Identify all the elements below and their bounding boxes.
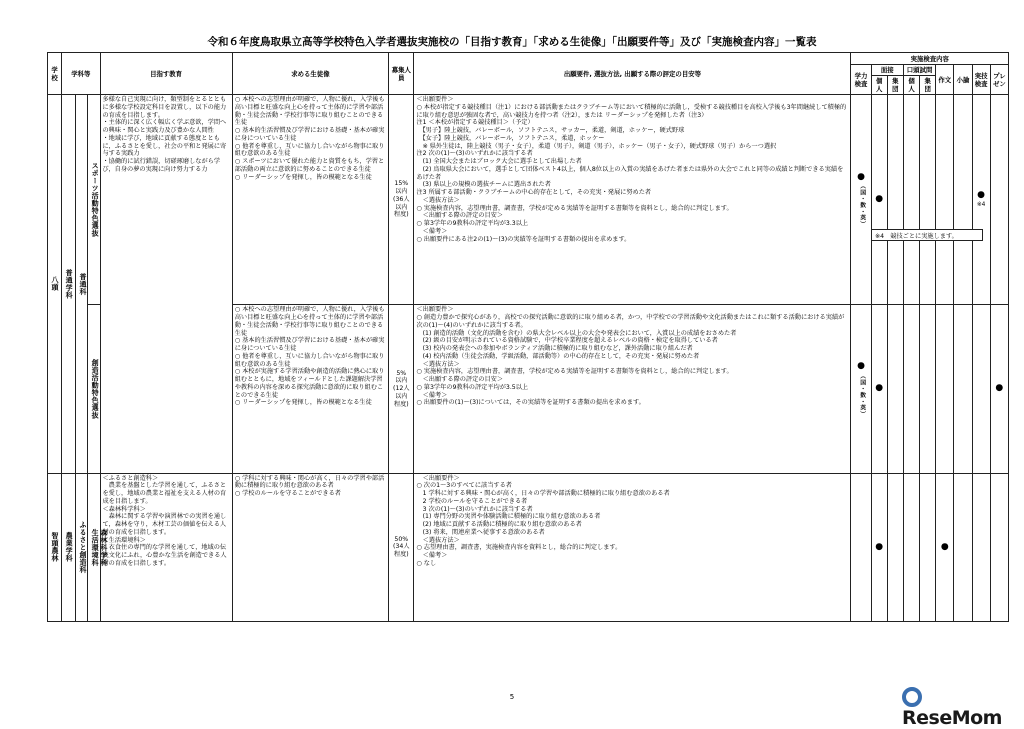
school-name-chizu: 智頭農林	[50, 532, 59, 563]
header-jitsugi: 実技検査	[972, 65, 990, 95]
gakuryoku-subjects-sports: （国・数・英）	[858, 183, 865, 228]
school-name-yazu: 八頭	[50, 276, 59, 292]
header-school: 学校	[48, 53, 62, 95]
student-chizu: ○ 学科に対する興味・関心が高く，日々の学習や部活動に積極的に取り組む意欲のある者 ○ 学校のルールを守ることができる者	[232, 473, 388, 621]
header-mensetsu: 面接	[871, 65, 903, 76]
requirements-yazu-sports: ＜出願要件＞ ○ 本校が指定する競技種目（注1）における部活動またはクラブチーム等において積極的に活動し，受検する競技種目を高校入学後も3年間継続して積極的に取り組む意思が強固な者で，高い競技力を持つ者（注2），または リーダーシップを発揮した者（注3） 注1 ＜本校が指定する競技種目＞（予定） 【男子】陸上競技，バレーボール，ソフトテニス，サッカー，柔道，剣道，ホッケー，硬式野球 【女子】陸上競技，バレーボール，ソフトテニス，柔道，ホッケー ※ 県外生徒は，陸上競技（男子・女子），柔道（男子），剣道（男子），ホッケー（男子・女子），硬式野球（男子）から一つ選択 注2 次の(1)～(3)のいずれかに該当する者 (1) 全国大会またはブロック大会に選手として出場した者 (2) 鳥取県大会において，選手として団体ベスト4以上，個人8位以上の入賞の実績をあげた者または県外の大会でこれと同等の成績と判断できる実績をあげた者 (3) 県以上の規模の選抜チームに選出された者 注3 所属する部活動・クラブチームの中心的存在として，その充実・発展に努めた者 ＜選抜方法＞ ○ 実施検査内容，志望理由書，調査書，学校が定める実績等を証明する書類等を資料とし，総合的に判定します。 ＜出願する際の評定の目安＞ ○ 第3学年の9教科の評定平均が3.3以上 ＜備考＞ ○ 出願要件にある注2の(1)～(3)の実績等を証明する書類の提出を求めます。	[414, 95, 851, 305]
requirements-chizu: ＜出願要件＞ ○ 次の1～3のすべてに該当する者 1 学科に対する興味・関心が高く，日々の学習や部活動に積極的に取り組む意欲のある者 2 学校のルールを守ることができる者 3 次の(1)～(3)のいずれかに該当する者 (1) 専門分野の実習や体験活動に積極的に取り組む意欲のある者 (2) 地域に貢献する活動に積極的に取り組む意欲のある者 (3) 将来，関連産業へ従事する意欲のある者 ＜選抜方法＞ ○ 志望理由書，調査書，実施検査内容を資料とし，総合的に判定します。 ＜備考＞ ○ なし	[414, 473, 851, 621]
dept-yazu: 普通学科	[65, 268, 74, 299]
mark-kojin-creative: ●	[875, 383, 884, 394]
header-kotoushimon: 口頭試問	[903, 65, 935, 76]
selection-creative: 創造活動特色選抜	[91, 359, 100, 420]
education-yazu: 多様な自己実現に向け，類型制をとるとともに多様な学校設定科目を設置し，以下の能力の育成を目指します。 ・主体的に深く広く幅広く学ぶ意欲，学問への興味・関心と実践力及び豊かな人間性 ・地域に学び，地域に貢献する態度とともに，ふるさとを愛し，社会の平和と発展に寄与する実践力 ・協働的に試行錯誤，切磋琢磨しながら学び，自身の夢の実現に向け努力する力	[100, 95, 232, 474]
header-mensetsu-kojin: 個人	[871, 76, 887, 95]
logo-ring-icon	[902, 687, 922, 707]
courses-chizu: 森林科学科 生活環境科	[91, 528, 108, 567]
jitsugi-note-box: ※4 競技ごとに実施します。	[871, 229, 983, 241]
mark-gakuryoku-sports: ●	[857, 172, 865, 183]
header-exam: 実施検査内容	[851, 53, 1009, 65]
mark-kojin-sports: ●	[875, 194, 884, 205]
mark-jitsugi-sports: ●	[977, 190, 986, 200]
selection-sports: スポーツ活動特色選抜	[91, 162, 100, 238]
student-yazu-creative: ○ 本校への志望理由が明確で，人物に優れ，入学後も高い目標と旺盛な向上心を持って主体的に学習や部活動・生徒会活動・学校行事等に取り組むことのできる生徒 ○ 基本的生活習慣及び学習における基礎・基本が確実に身についている生徒 ○ 他者を尊重し，互いに協力し合いながら物事に取り組む意欲のある生徒 ○ 本校が実施する学習活動や創造的活動に熱心に取り組むとともに，地域をフィールドとした課題解決学習や教科の内容を深める探究活動に意欲的に取り組むことのできる生徒 ○ リーダーシップを発揮し，皆の模範となる生徒	[232, 305, 388, 473]
quota-yazu-creative: 5% 以内 (12人 以内 程度)	[389, 305, 414, 473]
header-quota: 募集人員	[389, 53, 414, 95]
summary-table	[47, 52, 1009, 622]
header-kotou-kojin: 個人	[903, 76, 919, 95]
header-student: 求める生徒像	[232, 53, 388, 95]
education-chizu: ＜ふるさと創造科＞ 農業を基盤とした学習を通して，ふるさとを愛し，地域の農業と福祉を支える人材の育成を目指します。 ＜森林科学科＞ 森林に関する学習や演習林での実習を通して，森林を守り，木材工芸の価値を伝える人材の育成を目指します。 ＜生活環境科＞ 衣食住の専門的な学習を通して，地域の伝統文化にふれ，心豊かな生活を創造できる人材の育成を目指します。	[100, 473, 232, 621]
header-mensetsu-shudan: 集団	[887, 76, 903, 95]
student-yazu-sports: ○ 本校への志望理由が明確で，人物に優れ，入学後も高い目標と旺盛な向上心を持って主体的に学習や部活動・生徒会活動・学校行事等に取り組むことのできる生徒 ○ 基本的生活習慣及び学習における基礎・基本が確実に身についている生徒 ○ 他者を尊重し，互いに協力し合いながら物事に取り組む意欲のある生徒 ○ スポーツにおいて優れた能力と資質をもち，学習と部活動の両立に意欲的に努めることのできる生徒 ○ リーダーシップを発揮し，皆の模範となる生徒	[232, 95, 388, 305]
header-requirements: 出願要件, 選抜方法, 出願する際の評定の目安等	[414, 53, 851, 95]
gakuryoku-subjects-creative: （国・数・英）	[858, 372, 865, 417]
mark-sakubun-chizu: ●	[940, 541, 949, 552]
subdept-chizu: ふるさと創造科	[79, 521, 87, 574]
subdept-yazu: 普通科	[79, 272, 87, 296]
header-education: 目指す教育	[100, 53, 232, 95]
header-course: 学科等	[62, 53, 100, 95]
mark-presen-creative: ●	[995, 383, 1004, 394]
header-gakuryoku: 学力検査	[851, 65, 871, 95]
page-number: 5	[509, 693, 515, 701]
mark-gakuryoku-creative: ●	[857, 361, 865, 372]
jitsugi-note-ref: ※4	[976, 202, 986, 209]
header-sakubun: 作文	[936, 65, 954, 95]
quota-chizu: 50% (34人 程度)	[389, 473, 414, 621]
header-shoronbun: 小論	[954, 65, 972, 95]
dept-chizu: 農業学科	[65, 532, 74, 563]
quota-yazu-sports: 15% 以内 (36人 以内 程度)	[389, 95, 414, 305]
mark-kojin-chizu: ●	[875, 541, 884, 552]
requirements-yazu-creative: ＜出願要件＞ ○ 創造力豊かで探究心があり，高校での探究活動に意欲的に取り組める者，かつ，中学校での学習活動や文化活動またはこれに類する活動における実績が次の(1)～(4)のいずれかに該当する者。 (1) 創造的活動（文化的活動を含む）の県大会レベル以上の大会や発表会において，入賞以上の成績をおさめた者 (2) 級の目安が明示されている資格試験で，中学校卒業程度を超えるレベルの資格・検定を取得している者 (3) 校内の発表会への参加やボランティア活動に積極的に取り組むなど，課外活動に取り組んだ者 (4) 校内活動（生徒会活動，学級活動，部活動等）の中心的存在として，その充実・発展に努めた者 ＜選抜方法＞ ○ 実施検査内容，志望理由書，調査書，学校が定める実績等を証明する書類等を資料とし，総合的に判定します。 ＜出願する際の評定の目安＞ ○ 第3学年の9教科の評定平均が3.5以上 ＜備考＞ ○ 出願要件の(1)～(3)については，その実績等を証明する書類の提出を求めます。	[414, 305, 851, 473]
header-kotou-shudan: 集団	[920, 76, 936, 95]
page-title: 令和６年度鳥取県立高等学校特色入学者選抜実施校の「目指す教育」「求める生徒像」「出願要件等」及び「実施検査内容」一覧表	[207, 36, 817, 48]
header-presen: プレゼン	[990, 65, 1008, 95]
resemom-logo: ReseMom	[902, 686, 1012, 712]
